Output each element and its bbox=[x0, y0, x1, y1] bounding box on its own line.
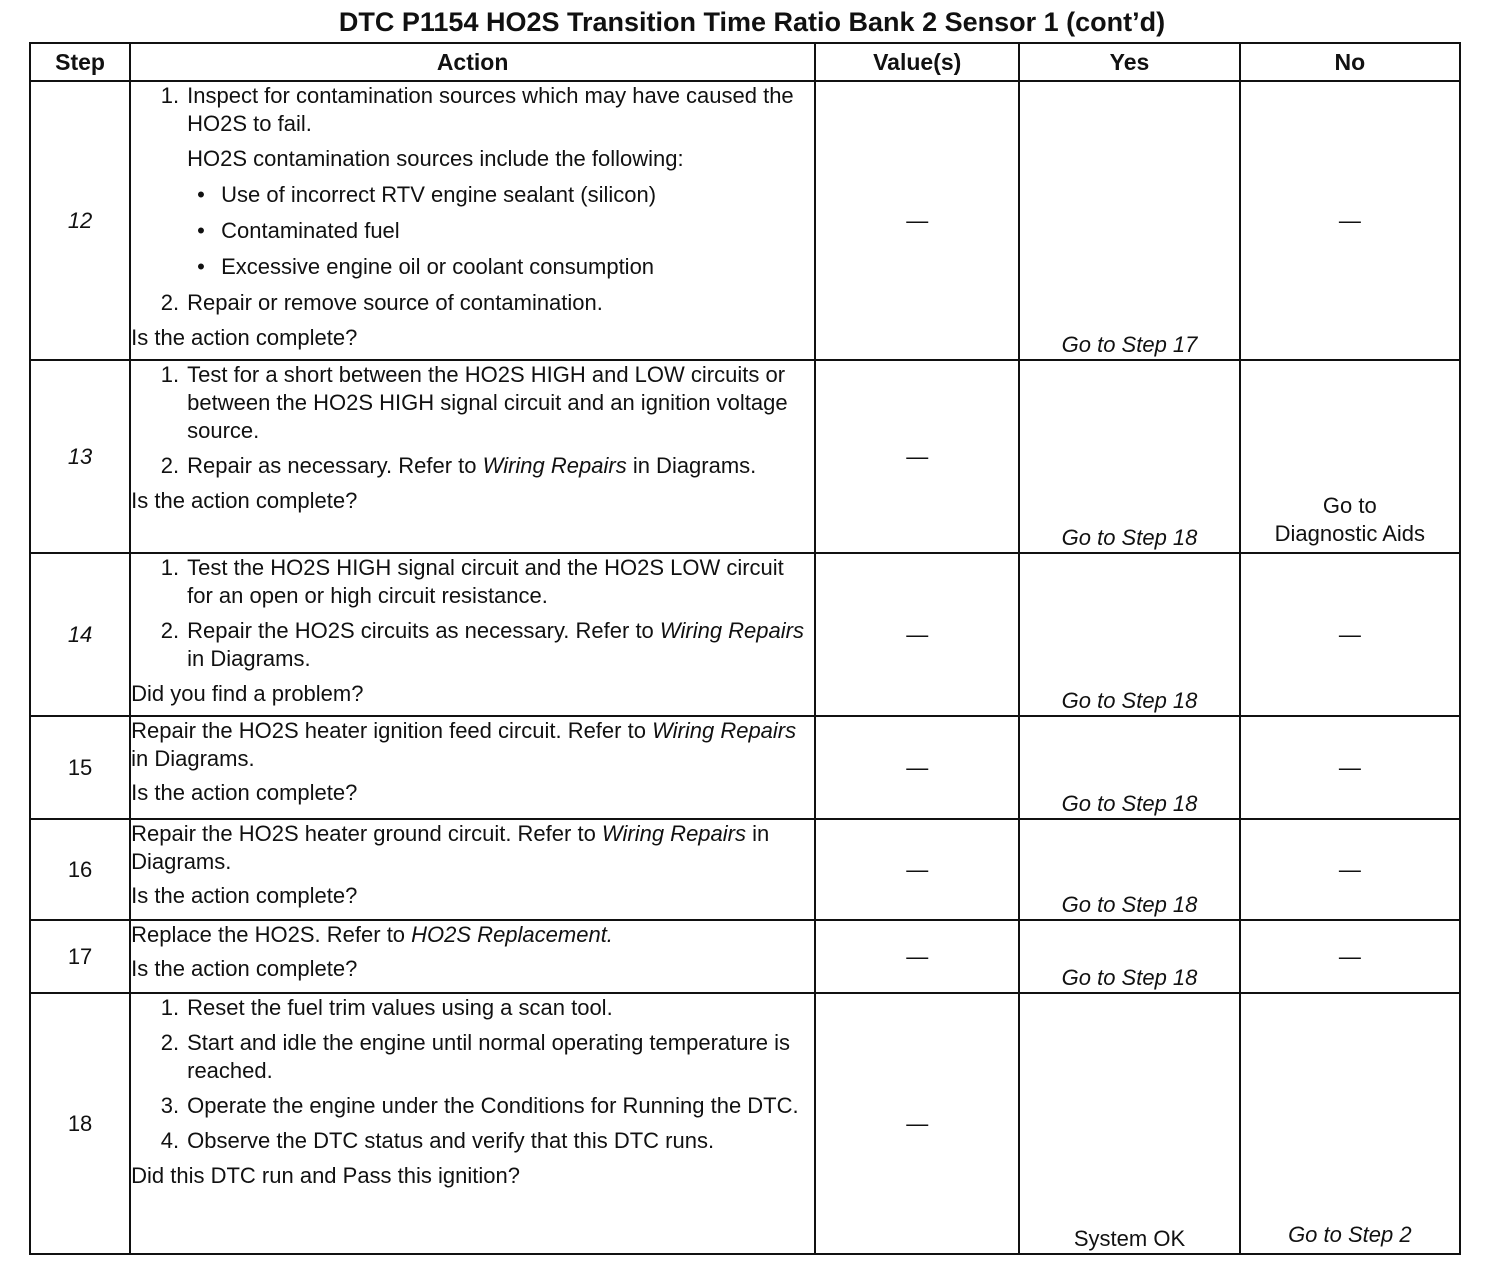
yes-cell: System OK bbox=[1019, 993, 1239, 1254]
list-number: 1. bbox=[160, 995, 180, 1020]
header-step: Step bbox=[30, 43, 130, 81]
step-number: 13 bbox=[30, 360, 130, 553]
step-number: 18 bbox=[30, 993, 130, 1254]
no-cell: — bbox=[1240, 819, 1460, 920]
bullet-icon: • bbox=[197, 254, 205, 279]
action-text: in Diagrams. bbox=[626, 453, 757, 478]
action-question: Did you find a problem? bbox=[131, 681, 364, 706]
list-number: 2. bbox=[160, 618, 180, 643]
action-text: Repair the HO2S circuits as necessary. Refer to bbox=[187, 618, 660, 643]
value-cell: — bbox=[815, 81, 1019, 360]
action-text: HO2S contamination sources include the following: bbox=[187, 146, 684, 171]
action-question: Is the action complete? bbox=[131, 780, 358, 805]
table-row bbox=[30, 993, 1460, 1254]
action-text: Operate the engine under the Conditions for Running the DTC. bbox=[187, 1093, 799, 1118]
header-row bbox=[30, 43, 1460, 81]
action-cell bbox=[130, 81, 815, 360]
bullet-item bbox=[197, 217, 814, 245]
action-question: Did this DTC run and Pass this ignition? bbox=[131, 1163, 520, 1188]
action-question: Is the action complete? bbox=[131, 956, 358, 981]
action-cell bbox=[130, 920, 815, 993]
value-cell: — bbox=[815, 920, 1019, 993]
list-number: 4. bbox=[160, 1128, 180, 1153]
action-text: Repair as necessary. Refer to bbox=[187, 453, 483, 478]
table-row bbox=[30, 81, 1460, 360]
bullet-item bbox=[197, 253, 814, 281]
step-number: 15 bbox=[30, 716, 130, 819]
action-text: in Diagrams. bbox=[131, 821, 770, 874]
bullet-text: Contaminated fuel bbox=[221, 218, 400, 243]
value-cell: — bbox=[815, 716, 1019, 819]
yes-cell: Go to Step 18 bbox=[1019, 920, 1239, 993]
list-item bbox=[131, 289, 814, 317]
list-number: 1. bbox=[160, 555, 180, 580]
diagnostic-table bbox=[29, 42, 1461, 1255]
page-title: DTC P1154 HO2S Transition Time Ratio Bank 2 Sensor 1 (cont’d) bbox=[338, 7, 1166, 37]
no-text: Go to bbox=[1322, 493, 1377, 518]
reference-link: Wiring Repairs bbox=[652, 718, 797, 743]
action-cell bbox=[130, 360, 815, 553]
list-item bbox=[131, 994, 814, 1022]
list-item bbox=[131, 82, 814, 138]
step-number: 12 bbox=[30, 81, 130, 360]
action-text: Reset the fuel trim values using a scan tool. bbox=[187, 995, 613, 1020]
list-number: 2. bbox=[160, 453, 180, 478]
no-cell bbox=[1240, 360, 1460, 553]
value-cell: — bbox=[815, 360, 1019, 553]
bullet-icon: • bbox=[197, 182, 205, 207]
value-cell: — bbox=[815, 553, 1019, 716]
yes-cell: Go to Step 17 bbox=[1019, 81, 1239, 360]
header-no: No bbox=[1240, 43, 1460, 81]
action-text: in Diagrams. bbox=[131, 746, 255, 771]
action-text: Start and idle the engine until normal operating temperature is reached. bbox=[187, 1030, 791, 1083]
bullet-text: Use of incorrect RTV engine sealant (silicon) bbox=[221, 182, 657, 207]
list-number: 1. bbox=[160, 83, 180, 108]
yes-cell: Go to Step 18 bbox=[1019, 819, 1239, 920]
no-text: Diagnostic Aids bbox=[1274, 521, 1426, 546]
step-number: 17 bbox=[30, 920, 130, 993]
action-text: Repair the HO2S heater ground circuit. Refer to bbox=[131, 821, 602, 846]
bullet-item bbox=[197, 181, 814, 209]
yes-cell: Go to Step 18 bbox=[1019, 553, 1239, 716]
list-number: 2. bbox=[160, 1030, 180, 1055]
action-text: in Diagrams. bbox=[187, 646, 311, 671]
list-number: 1. bbox=[160, 362, 180, 387]
list-item bbox=[131, 361, 814, 445]
action-text: Repair the HO2S heater ignition feed circuit. Refer to bbox=[131, 718, 653, 743]
header-action: Action bbox=[130, 43, 815, 81]
action-text: Repair or remove source of contamination. bbox=[187, 290, 603, 315]
action-cell bbox=[130, 716, 815, 819]
action-cell bbox=[130, 553, 815, 716]
value-cell: — bbox=[815, 993, 1019, 1254]
step-number: 16 bbox=[30, 819, 130, 920]
bullet-icon: • bbox=[197, 218, 205, 243]
reference-link: Wiring Repairs bbox=[601, 821, 746, 846]
table-row bbox=[30, 819, 1460, 920]
no-cell: — bbox=[1240, 920, 1460, 993]
yes-cell: Go to Step 18 bbox=[1019, 360, 1239, 553]
action-cell bbox=[130, 993, 815, 1254]
action-text: Observe the DTC status and verify that this DTC runs. bbox=[187, 1128, 715, 1153]
list-item bbox=[131, 1092, 814, 1120]
action-question: Is the action complete? bbox=[131, 488, 358, 513]
list-number: 3. bbox=[160, 1093, 180, 1118]
action-cell bbox=[130, 819, 815, 920]
action-text: Replace the HO2S. Refer to bbox=[131, 922, 412, 947]
table-row bbox=[30, 716, 1460, 819]
list-item bbox=[131, 554, 814, 610]
list-item bbox=[131, 1127, 814, 1155]
action-question: Is the action complete? bbox=[131, 883, 358, 908]
action-question: Is the action complete? bbox=[131, 325, 358, 350]
no-cell: — bbox=[1240, 553, 1460, 716]
header-values: Value(s) bbox=[815, 43, 1019, 81]
table-row bbox=[30, 920, 1460, 993]
list-item bbox=[131, 1029, 814, 1085]
step-number: 14 bbox=[30, 553, 130, 716]
reference-link: Wiring Repairs bbox=[482, 453, 627, 478]
table-row bbox=[30, 553, 1460, 716]
bullet-text: Excessive engine oil or coolant consumption bbox=[221, 254, 655, 279]
no-cell: Go to Step 2 bbox=[1240, 993, 1460, 1254]
value-cell: — bbox=[815, 819, 1019, 920]
action-text: Test for a short between the HO2S HIGH and LOW circuits or between the HO2S HIGH signal circuit and an ignition voltage source. bbox=[187, 362, 788, 443]
no-cell: — bbox=[1240, 716, 1460, 819]
yes-cell: Go to Step 18 bbox=[1019, 716, 1239, 819]
list-item bbox=[131, 617, 814, 673]
list-item bbox=[131, 452, 814, 480]
list-number: 2. bbox=[160, 290, 180, 315]
action-text: Inspect for contamination sources which may have caused the HO2S to fail. bbox=[187, 83, 794, 136]
no-cell: — bbox=[1240, 81, 1460, 360]
action-text: Test the HO2S HIGH signal circuit and the HO2S LOW circuit for an open or high circuit resistance. bbox=[187, 555, 784, 608]
table-row bbox=[30, 360, 1460, 553]
reference-link: Wiring Repairs bbox=[659, 618, 804, 643]
header-yes: Yes bbox=[1019, 43, 1239, 81]
reference-link: HO2S Replacement. bbox=[411, 922, 613, 947]
